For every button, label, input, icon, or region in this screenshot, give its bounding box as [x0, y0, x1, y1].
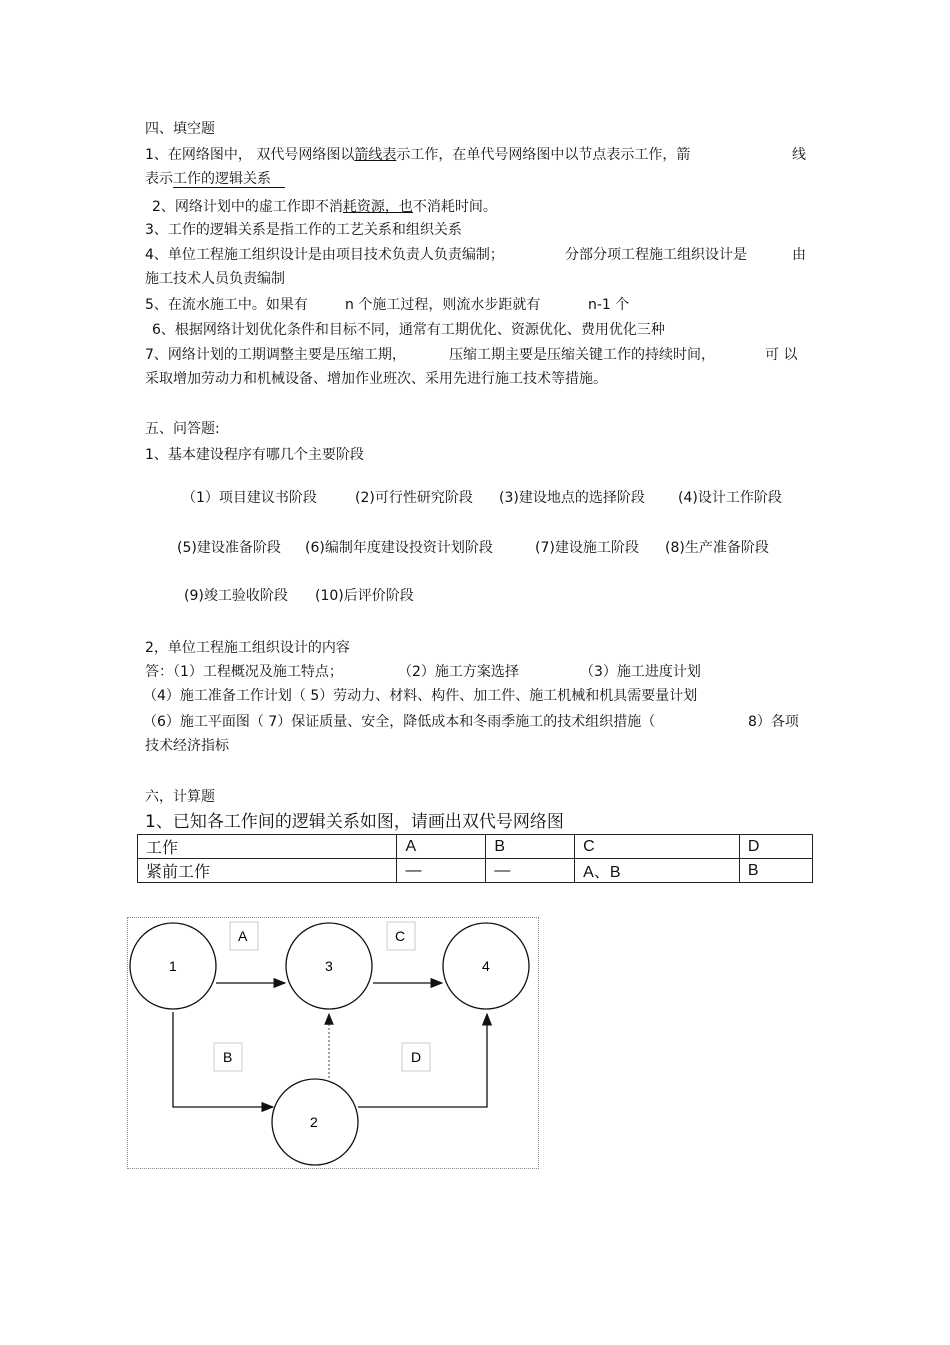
- question-5-part-c: n-1 个: [588, 297, 630, 313]
- question-4-part-a: 4、单位工程施工组织设计是由项目技术负责人负责编制；: [145, 247, 504, 263]
- question-7-part-b: 压缩工期主要是压缩关键工作的持续时间，: [449, 347, 715, 363]
- qa-question-2: 2，单位工程施工组织设计的内容: [145, 640, 350, 656]
- question-7-part-d: 采取增加劳动力和机械设备、增加作业班次、采用先进行施工技术等措施。: [145, 371, 607, 387]
- question-1-line-2: [145, 170, 285, 188]
- table-cell: 工作: [138, 835, 397, 859]
- activity-label: A: [238, 928, 248, 944]
- q1-blank-answer: 工作的逻辑关系: [173, 171, 285, 188]
- activity-label: B: [223, 1049, 233, 1065]
- calc-question-1: 1、已知各工作间的逻辑关系如图，请画出双代号网络图: [145, 812, 564, 832]
- question-6: 6、根据网络计划优化条件和目标不同，通常有工期优化、资源优化、费用优化三种: [152, 322, 665, 338]
- activity-label: C: [395, 928, 406, 944]
- question-7-part-c: 可 以: [765, 347, 798, 363]
- qa-answer-3: （3）施工进度计划: [580, 664, 701, 680]
- stage-item: (2)可行性研究阶段: [355, 490, 473, 506]
- node-label: 2: [310, 1114, 318, 1130]
- qa-question-1: 1、基本建设程序有哪几个主要阶段: [145, 447, 364, 463]
- table-cell: —: [397, 859, 486, 883]
- question-5-part-a: 5、在流水施工中。如果有: [145, 297, 308, 313]
- table-cell: B: [486, 835, 575, 859]
- qa-answer-1: 答：（1）工程概况及施工特点；: [145, 664, 343, 680]
- table-cell: B: [739, 859, 812, 883]
- q2-underlined-text: 耗资源，也: [342, 199, 413, 215]
- question-4-part-d: 施工技术人员负责编制: [145, 271, 285, 287]
- qa-answer-5: （6）施工平面图（ 7）保证质量、安全，降低成本和冬雨季施工的技术组织措施（: [143, 714, 656, 730]
- table-cell: D: [739, 835, 812, 859]
- stage-item: (8)生产准备阶段: [665, 540, 769, 556]
- question-7-part-a: 7、网络计划的工期调整主要是压缩工期，: [145, 347, 406, 363]
- table-cell: —: [486, 859, 575, 883]
- question-2: [152, 198, 497, 216]
- stage-item: （1）项目建议书阶段: [182, 490, 317, 506]
- stage-item: (7)建设施工阶段: [535, 540, 639, 556]
- q1-text-e: 表示: [145, 171, 173, 187]
- qa-answer-2: （2）施工方案选择: [398, 664, 519, 680]
- q1-text-a: 1、在网络图中， 双代号网络图以: [145, 147, 355, 163]
- network-diagram-svg: [128, 918, 540, 1170]
- stage-item: (5)建设准备阶段: [177, 540, 281, 556]
- q2-text-a: 2、网络计划中的虚工作即不消: [152, 199, 343, 215]
- network-diagram: [127, 917, 539, 1169]
- question-4-part-c: 由: [792, 247, 806, 263]
- question-4-part-b: 分部分项工程施工组织设计是: [565, 247, 747, 263]
- table-row: [138, 835, 813, 859]
- question-3: 3、工作的逻辑关系是指工作的工艺关系和组织关系: [145, 222, 462, 238]
- qa-answer-7: 技术经济指标: [145, 738, 229, 754]
- table-cell: C: [575, 835, 740, 859]
- qa-answer-6: 8）各项: [748, 714, 799, 730]
- activity-label: D: [411, 1049, 422, 1065]
- table-cell: 紧前工作: [138, 859, 397, 883]
- table-cell: A、B: [575, 859, 740, 883]
- q2-text-c: 不消耗时间。: [412, 199, 497, 215]
- section-title-qa: 五、问答题:: [145, 421, 220, 437]
- qa-answer-4: （4）施工准备工作计划（ 5）劳动力、材料、构件、加工件、施工机械和机具需要量计划: [143, 688, 698, 704]
- question-5-part-b: n 个施工过程，则流水步距就有: [345, 297, 541, 313]
- logic-relation-table: [137, 834, 813, 883]
- node-label: 4: [482, 958, 490, 974]
- section-title-calc: 六，计算题: [145, 789, 215, 805]
- table-cell: A: [397, 835, 486, 859]
- stage-item: (3)建设地点的选择阶段: [499, 490, 645, 506]
- node-label: 1: [169, 958, 177, 974]
- node-label: 3: [325, 958, 333, 974]
- stage-item: (4)设计工作阶段: [678, 490, 782, 506]
- stage-item: (6)编制年度建设投资计划阶段: [305, 540, 493, 556]
- stage-item: (9)竣工验收阶段: [184, 588, 288, 604]
- q1-text-c: 示工作，在单代号网络图中以节点表示工作，箭: [396, 147, 691, 163]
- section-title-fill-blank: 四、填空题: [145, 121, 215, 137]
- q1-text-d: 线: [792, 147, 806, 163]
- table-row: [138, 859, 813, 883]
- question-1-line-1: [145, 146, 690, 164]
- stage-item: (10)后评价阶段: [315, 588, 414, 604]
- q1-underlined-text: 箭线表: [354, 147, 397, 163]
